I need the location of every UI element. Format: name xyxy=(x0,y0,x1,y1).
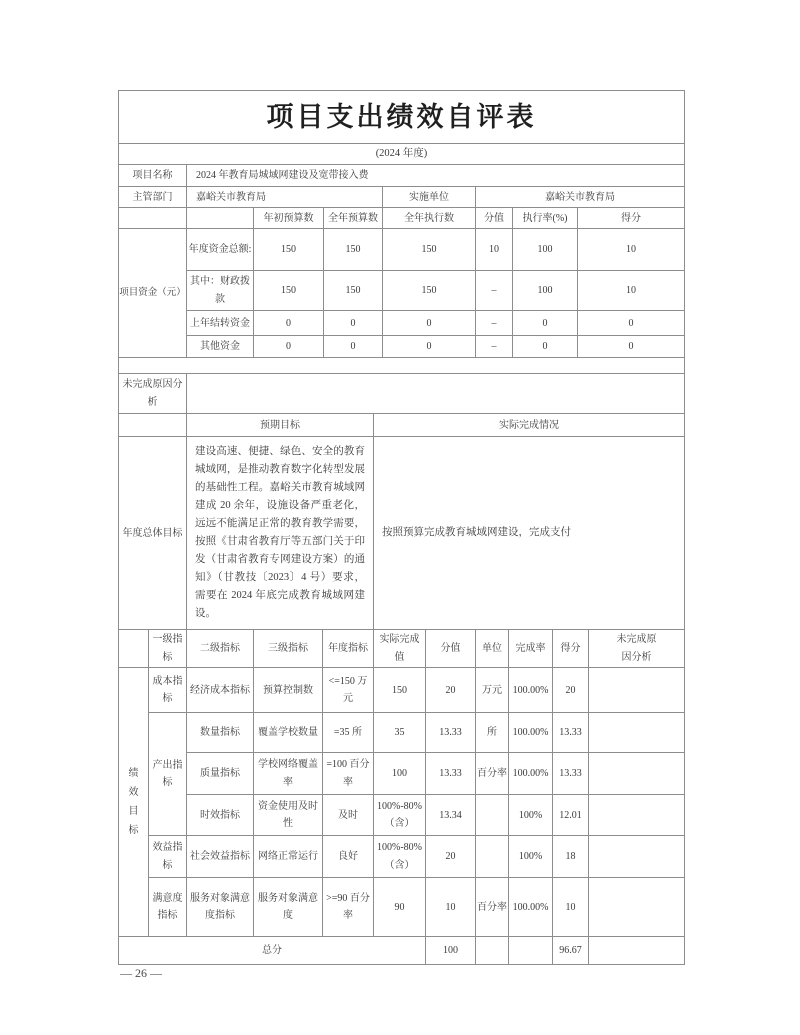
total-score-row xyxy=(119,937,685,965)
value-cell: 10 xyxy=(578,229,685,271)
actual-completion-header: 实际完成情况 xyxy=(374,414,685,437)
empty-cell xyxy=(589,937,685,965)
value-cell: 0 xyxy=(513,336,578,358)
header-rate: 完成率 xyxy=(509,630,553,668)
score-cell: 10 xyxy=(553,878,589,937)
rate-cell: 100.00% xyxy=(509,753,553,795)
header-reason-text: 未完成原因分析 xyxy=(616,634,657,663)
actual-completion-text: 按照预算完成教育城域网建设，完成支付 xyxy=(374,437,685,630)
value-cell: 0 xyxy=(254,336,324,358)
annual-target-cell: =100 百分率 xyxy=(323,753,374,795)
annual-target-cell: >=90 百分率 xyxy=(323,878,374,937)
funding-row-carryover xyxy=(119,311,685,336)
unfinished-reason-row xyxy=(119,374,685,414)
funding-table xyxy=(118,90,685,414)
value-cell: – xyxy=(476,271,513,311)
score-cell: 12.01 xyxy=(553,795,589,836)
indicator-row-timeliness xyxy=(119,795,685,836)
points-cell: 13.33 xyxy=(426,713,476,753)
rate-cell: 100.00% xyxy=(509,878,553,937)
value-cell: 100 xyxy=(513,229,578,271)
value-cell: – xyxy=(476,311,513,336)
funding-header-row xyxy=(119,208,685,229)
expected-goal-header: 预期目标 xyxy=(187,414,374,437)
annual-target-cell: =35 所 xyxy=(323,713,374,753)
level3-cell: 服务对象满意度 xyxy=(254,878,323,937)
impl-unit-label: 实施单位 xyxy=(383,187,476,208)
unit-cell xyxy=(476,795,509,836)
reason-cell xyxy=(589,836,685,878)
funding-row-label: 其中：财政拨款 xyxy=(187,271,254,311)
total-score-cell: 96.67 xyxy=(553,937,589,965)
col-header-annual-budget: 全年预算数 xyxy=(324,208,383,229)
actual-value-cell: 100%-80%（含） xyxy=(374,836,426,878)
header-annual: 年度指标 xyxy=(323,630,374,668)
project-name-value: 2024 年教育局城域网建设及宽带接入费 xyxy=(187,165,685,187)
level2-cell: 时效指标 xyxy=(187,795,254,836)
points-cell: 10 xyxy=(426,878,476,937)
header-unit: 单位 xyxy=(476,630,509,668)
project-name-row xyxy=(119,165,685,187)
indicator-row-benefit xyxy=(119,836,685,878)
header-level1: 一级指标 xyxy=(149,630,187,668)
title-row xyxy=(119,91,685,144)
total-score-label: 总分 xyxy=(119,937,426,965)
col-header-initial-budget: 年初预算数 xyxy=(254,208,324,229)
points-cell: 13.33 xyxy=(426,753,476,795)
level3-cell: 预算控制数 xyxy=(254,668,323,713)
reason-cell xyxy=(589,878,685,937)
actual-value-cell: 90 xyxy=(374,878,426,937)
reason-cell xyxy=(589,713,685,753)
unit-cell: 万元 xyxy=(476,668,509,713)
value-cell: 0 xyxy=(578,336,685,358)
actual-value-cell: 100%-80%（含） xyxy=(374,795,426,836)
rate-cell: 100.00% xyxy=(509,668,553,713)
page-number: — 26 — xyxy=(120,966,162,980)
expected-goal-text: 建设高速、便捷、绿色、安全的教育城域网，是推动教育数字化转型发展的基础性工程。嘉峪关市教育城域网建成 20 余年，设施设备严重老化，远远不能满足正常的教育教学需要，按照《甘肃省教育厅等五部门关于印发（甘肃省教育专网建设方案）的通知》（甘教技〔2023〕4 号）要求，需要在 2024 年底完成教育城域网建设。 xyxy=(187,437,374,630)
unit-cell: 百分率 xyxy=(476,753,509,795)
reason-cell xyxy=(589,795,685,836)
level3-cell: 资金使用及时性 xyxy=(254,795,323,836)
level2-cell: 服务对象满意度指标 xyxy=(187,878,254,937)
impl-unit-value: 嘉峪关市教育局 xyxy=(476,187,685,208)
unit-cell: 所 xyxy=(476,713,509,753)
unfinished-reason-value xyxy=(187,374,685,414)
level3-cell: 学校网络覆盖率 xyxy=(254,753,323,795)
department-row xyxy=(119,187,685,208)
actual-value-cell: 150 xyxy=(374,668,426,713)
unit-cell xyxy=(476,836,509,878)
value-cell: 0 xyxy=(254,311,324,336)
col-header-executed: 全年执行数 xyxy=(383,208,476,229)
value-cell: 100 xyxy=(513,271,578,311)
reason-cell xyxy=(589,753,685,795)
rate-cell: 100% xyxy=(509,836,553,878)
performance-goal-group-label: 绩效目标 xyxy=(119,668,149,937)
empty-cell xyxy=(187,208,254,229)
indicator-row-quality xyxy=(119,753,685,795)
empty-cell xyxy=(119,358,685,374)
level2-cell: 社会效益指标 xyxy=(187,836,254,878)
header-points: 分值 xyxy=(426,630,476,668)
level1-cost: 成本指标 xyxy=(149,668,187,713)
score-cell: 13.33 xyxy=(553,713,589,753)
header-level3: 三级指标 xyxy=(254,630,323,668)
level1-output: 产出指标 xyxy=(149,713,187,836)
points-cell: 13.34 xyxy=(426,795,476,836)
col-header-points: 分值 xyxy=(476,208,513,229)
annual-goal-row xyxy=(119,437,685,630)
value-cell: 0 xyxy=(324,336,383,358)
empty-cell xyxy=(119,630,149,668)
rate-cell: 100% xyxy=(509,795,553,836)
value-cell: 0 xyxy=(383,311,476,336)
level3-cell: 网络正常运行 xyxy=(254,836,323,878)
header-actual: 实际完成值 xyxy=(374,630,426,668)
value-cell: – xyxy=(476,336,513,358)
funding-row-other xyxy=(119,336,685,358)
empty-cell xyxy=(509,937,553,965)
funding-row-label: 年度资金总额: xyxy=(187,229,254,271)
funding-row-total xyxy=(119,229,685,271)
indicator-row-cost xyxy=(119,668,685,713)
header-level2: 二级指标 xyxy=(187,630,254,668)
self-evaluation-form xyxy=(118,90,684,965)
funding-row-label: 上年结转资金 xyxy=(187,311,254,336)
annual-target-cell: 良好 xyxy=(323,836,374,878)
unit-cell: 百分率 xyxy=(476,878,509,937)
spacer-row xyxy=(119,358,685,374)
total-points-cell: 100 xyxy=(426,937,476,965)
points-cell: 20 xyxy=(426,836,476,878)
score-cell: 20 xyxy=(553,668,589,713)
value-cell: 150 xyxy=(254,271,324,311)
empty-cell xyxy=(476,937,509,965)
indicators-header-row xyxy=(119,630,685,668)
value-cell: 0 xyxy=(513,311,578,336)
level2-cell: 数量指标 xyxy=(187,713,254,753)
value-cell: 150 xyxy=(254,229,324,271)
unfinished-reason-label: 未完成原因分析 xyxy=(119,374,187,414)
points-cell: 20 xyxy=(426,668,476,713)
empty-cell xyxy=(119,208,187,229)
year-subtitle: (2024 年度) xyxy=(119,144,685,165)
level2-cell: 经济成本指标 xyxy=(187,668,254,713)
col-header-score: 得分 xyxy=(578,208,685,229)
project-name-label: 项目名称 xyxy=(119,165,187,187)
header-score: 得分 xyxy=(553,630,589,668)
indicator-row-satisfaction xyxy=(119,878,685,937)
empty-cell xyxy=(119,414,187,437)
level2-cell: 质量指标 xyxy=(187,753,254,795)
score-cell: 13.33 xyxy=(553,753,589,795)
value-cell: 10 xyxy=(578,271,685,311)
score-cell: 18 xyxy=(553,836,589,878)
value-cell: 150 xyxy=(324,229,383,271)
annual-target-cell: <=150 万元 xyxy=(323,668,374,713)
value-cell: 0 xyxy=(578,311,685,336)
annual-target-cell: 及时 xyxy=(323,795,374,836)
annual-goal-label: 年度总体目标 xyxy=(119,437,187,630)
col-header-exec-rate: 执行率(%) xyxy=(513,208,578,229)
actual-value-cell: 100 xyxy=(374,753,426,795)
page-title: 项目支出绩效自评表 xyxy=(119,91,685,144)
funding-row-fiscal xyxy=(119,271,685,311)
value-cell: 10 xyxy=(476,229,513,271)
goals-table xyxy=(118,413,685,630)
goals-header-row xyxy=(119,414,685,437)
value-cell: 150 xyxy=(383,271,476,311)
value-cell: 0 xyxy=(324,311,383,336)
level1-benefit: 效益指标 xyxy=(149,836,187,878)
department-label: 主管部门 xyxy=(119,187,187,208)
header-reason xyxy=(589,630,685,668)
value-cell: 150 xyxy=(383,229,476,271)
actual-value-cell: 35 xyxy=(374,713,426,753)
indicator-row-quantity xyxy=(119,713,685,753)
rate-cell: 100.00% xyxy=(509,713,553,753)
subtitle-row xyxy=(119,144,685,165)
reason-cell xyxy=(589,668,685,713)
funding-group-label: 项目资金（元） xyxy=(119,229,187,358)
level3-cell: 覆盖学校数量 xyxy=(254,713,323,753)
indicators-table xyxy=(118,629,685,965)
funding-row-label: 其他资金 xyxy=(187,336,254,358)
value-cell: 0 xyxy=(383,336,476,358)
level1-satisfaction: 满意度指标 xyxy=(149,878,187,937)
value-cell: 150 xyxy=(324,271,383,311)
department-value: 嘉峪关市教育局 xyxy=(187,187,383,208)
